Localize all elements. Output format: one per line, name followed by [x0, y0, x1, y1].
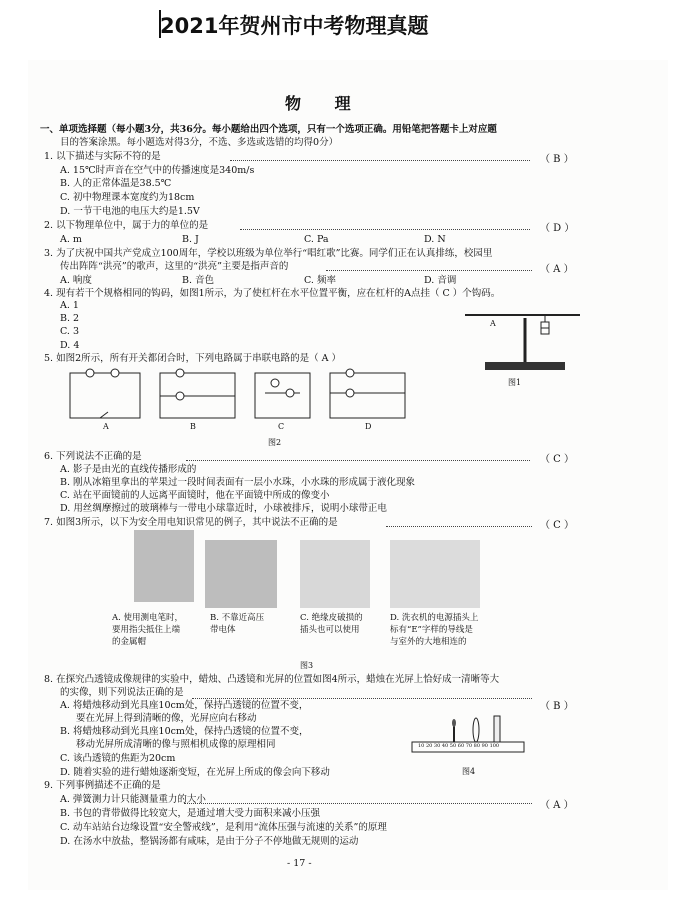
q2-option-a: A. m	[60, 234, 82, 245]
circuit-a	[70, 369, 140, 418]
dot-leader	[326, 270, 532, 271]
dot-leader	[186, 460, 530, 461]
q9-option-b: B. 书包的背带做得比较宽大，是通过增大受力面积来减小压强	[60, 808, 321, 819]
q3-option-a: A. 响度	[60, 275, 92, 286]
q2-stem: 2. 以下物理单位中，属于力的单位的是	[44, 220, 209, 231]
dot-leader	[386, 526, 532, 527]
fig1-point-label: A	[490, 319, 496, 328]
q8-option-b-line2: 移动光屏所成清晰的像与照相机成像的原理相同	[76, 739, 276, 750]
dot-leader	[192, 698, 532, 699]
q3-option-d: D. 音调	[424, 275, 457, 286]
q1-option-c: C. 初中物理课本宽度约为18cm	[60, 192, 195, 203]
q5-stem: 5. 如图2所示，所有开关都闭合时，下列电路属于串联电路的是（ A ）	[44, 353, 342, 364]
q1-option-a: A. 15℃时声音在空气中的传播速度是340m/s	[60, 165, 255, 176]
fig1-caption: 图1	[508, 378, 522, 387]
circuit-c	[255, 373, 310, 418]
q7-option-c-line1: C. 绝缘皮破损的	[300, 613, 363, 623]
flame	[452, 719, 456, 727]
q7-option-a-line3: 的金属帽	[112, 637, 147, 647]
q7-answer: （ C ）	[540, 520, 575, 531]
q8-option-b-line1: B. 将蜡烛移动到光具座10cm处，保持凸透镜的位置不变，	[60, 726, 309, 737]
bench-scale: 10 20 30 40 50 60 70 80 90 100	[418, 743, 500, 749]
q3-stem: 3. 为了庆祝中国共产党成立100周年，学校以班级为单位举行“唱红歌”比赛。同学们正在认真排练，校园里	[44, 248, 493, 259]
circuit-d	[330, 369, 405, 418]
q6-option-d: D. 用丝绸摩擦过的玻璃棒与一带电小球靠近时，小球被排斥，说明小球带正电	[60, 503, 387, 514]
page-number: - 17 -	[287, 858, 312, 869]
q4-option-c: C. 3	[60, 326, 80, 337]
figure-1-lever	[455, 300, 585, 380]
circuit-label-d: D	[365, 422, 372, 431]
document-title: 2021年贺州市中考物理真题	[160, 14, 429, 38]
q6-answer: （ C ）	[540, 454, 575, 465]
q8-option-a-line1: A. 将蜡烛移动到光具座10cm处，保持凸透镜的位置不变，	[60, 700, 309, 711]
q9-option-d: D. 在汤水中放盐，整锅汤都有咸味，是由于分子不停地做无规则的运动	[60, 836, 359, 847]
q7-stem: 7. 如图3所示，以下为安全用电知识常见的例子，其中说法不正确的是	[44, 517, 338, 528]
circuit-label-b: B	[190, 422, 196, 431]
q1-option-d: D. 一节干电池的电压大约是1.5V	[60, 206, 200, 217]
q9-option-a: A. 弹簧测力计只能测量重力的大小	[60, 794, 206, 805]
lever-base	[485, 362, 565, 370]
q4-option-d: D. 4	[60, 340, 80, 351]
q7-option-b-line2: 带电体	[210, 625, 236, 635]
q3-answer: （ A ）	[540, 264, 574, 275]
photo-test-pen	[134, 530, 194, 602]
q8-option-c: C. 该凸透镜的焦距为20cm	[60, 753, 176, 764]
photo-washer-plug	[390, 540, 480, 608]
q2-answer: （ D ）	[540, 223, 575, 234]
q6-stem: 6. 下列说法不正确的是	[44, 451, 142, 462]
convex-lens	[473, 718, 479, 742]
dot-leader	[184, 803, 532, 804]
circuit-b	[160, 369, 235, 418]
q7-option-b-line1: B. 不靠近高压	[210, 613, 265, 623]
photo-damaged-plug	[300, 540, 370, 608]
q1-answer: （ B ）	[540, 154, 574, 165]
q3-stem-line2: 传出阵阵“洪亮”的歌声，这里的“洪亮”主要是指声音的	[60, 261, 289, 272]
section-header-line2: 目的答案涂黑。每小题选对得3分，不选、多选或选错的均得0分）	[60, 137, 339, 148]
q8-option-a-line2: 要在光屏上得到清晰的像，光屏应向右移动	[76, 713, 257, 724]
subject-heading: 物 理	[285, 94, 365, 113]
fig4-caption: 图4	[462, 767, 476, 776]
q6-option-a: A. 影子是由光的直线传播形成的	[60, 464, 197, 475]
q2-option-d: D. N	[424, 234, 446, 245]
photo-high-voltage	[205, 540, 277, 608]
figure-2-circuits	[60, 368, 420, 428]
light-screen	[494, 716, 500, 742]
q2-option-b: B. J	[182, 234, 199, 245]
q9-stem: 9. 下列事例描述不正确的是	[44, 780, 161, 791]
q9-option-c: C. 动车站站台边缘设置“安全警戒线”，是利用“流体压强与流速的关系”的原理	[60, 822, 387, 833]
q7-option-c-line2: 插头也可以使用	[300, 625, 360, 635]
dot-leader	[230, 160, 530, 161]
circuit-label-c: C	[278, 422, 285, 431]
q9-answer: （ A ）	[540, 800, 574, 811]
q8-stem: 8. 在探究凸透镜成像规律的实验中，蜡烛、凸透镜和光屏的位置如图4所示，蜡烛在光屏上恰好成一清晰等大	[44, 674, 500, 685]
weight-2	[541, 328, 549, 334]
q7-option-d-line2: 标有“E”字样的导线是	[390, 625, 473, 635]
q7-option-a-line2: 要用指尖抵住上端	[112, 625, 181, 635]
q8-option-d: D. 随着实验的进行蜡烛逐渐变短，在光屏上所成的像会向下移动	[60, 767, 330, 778]
q1-option-b: B. 人的正常体温是38.5℃	[60, 178, 172, 189]
weight-1	[541, 322, 549, 328]
q3-option-c: C. 频率	[304, 275, 336, 286]
fig2-caption: 图2	[268, 438, 282, 447]
q4-stem: 4. 现有若干个规格相同的钩码，如图1所示，为了使杠杆在水平位置平衡，应在杠杆的A点挂（ C ）个钩码。	[44, 288, 501, 299]
q2-option-c: C. Pa	[304, 234, 329, 245]
q4-option-b: B. 2	[60, 313, 80, 324]
q6-option-b: B. 刚从冰箱里拿出的苹果过一段时间表面有一层小水珠，小水珠的形成属于液化现象	[60, 477, 416, 488]
figure-4-optical-bench	[410, 712, 530, 760]
q7-option-d-line1: D. 洗衣机的电源插头上	[390, 613, 479, 623]
section-header: 一、单项选择题（每小题3分，共36分。每小题给出四个选项，只有一个选项正确。用铅笔把答题卡上对应题	[40, 124, 497, 135]
q7-option-a-line1: A. 使用测电笔时，	[112, 613, 184, 623]
fig3-caption: 图3	[300, 661, 314, 670]
q8-stem-line2: 的实像，则下列说法正确的是	[60, 687, 184, 698]
q6-option-c: C. 站在平面镜前的人远离平面镜时，他在平面镜中所成的像变小	[60, 490, 330, 501]
q7-option-d-line3: 与室外的大地相连的	[390, 637, 467, 647]
q3-option-b: B. 音色	[182, 275, 215, 286]
q8-answer: （ B ）	[540, 701, 574, 712]
dot-leader	[240, 229, 530, 230]
circuit-label-a: A	[103, 422, 109, 431]
q1-stem: 1. 以下描述与实际不符的是	[44, 151, 161, 162]
q4-option-a: A. 1	[60, 300, 79, 311]
